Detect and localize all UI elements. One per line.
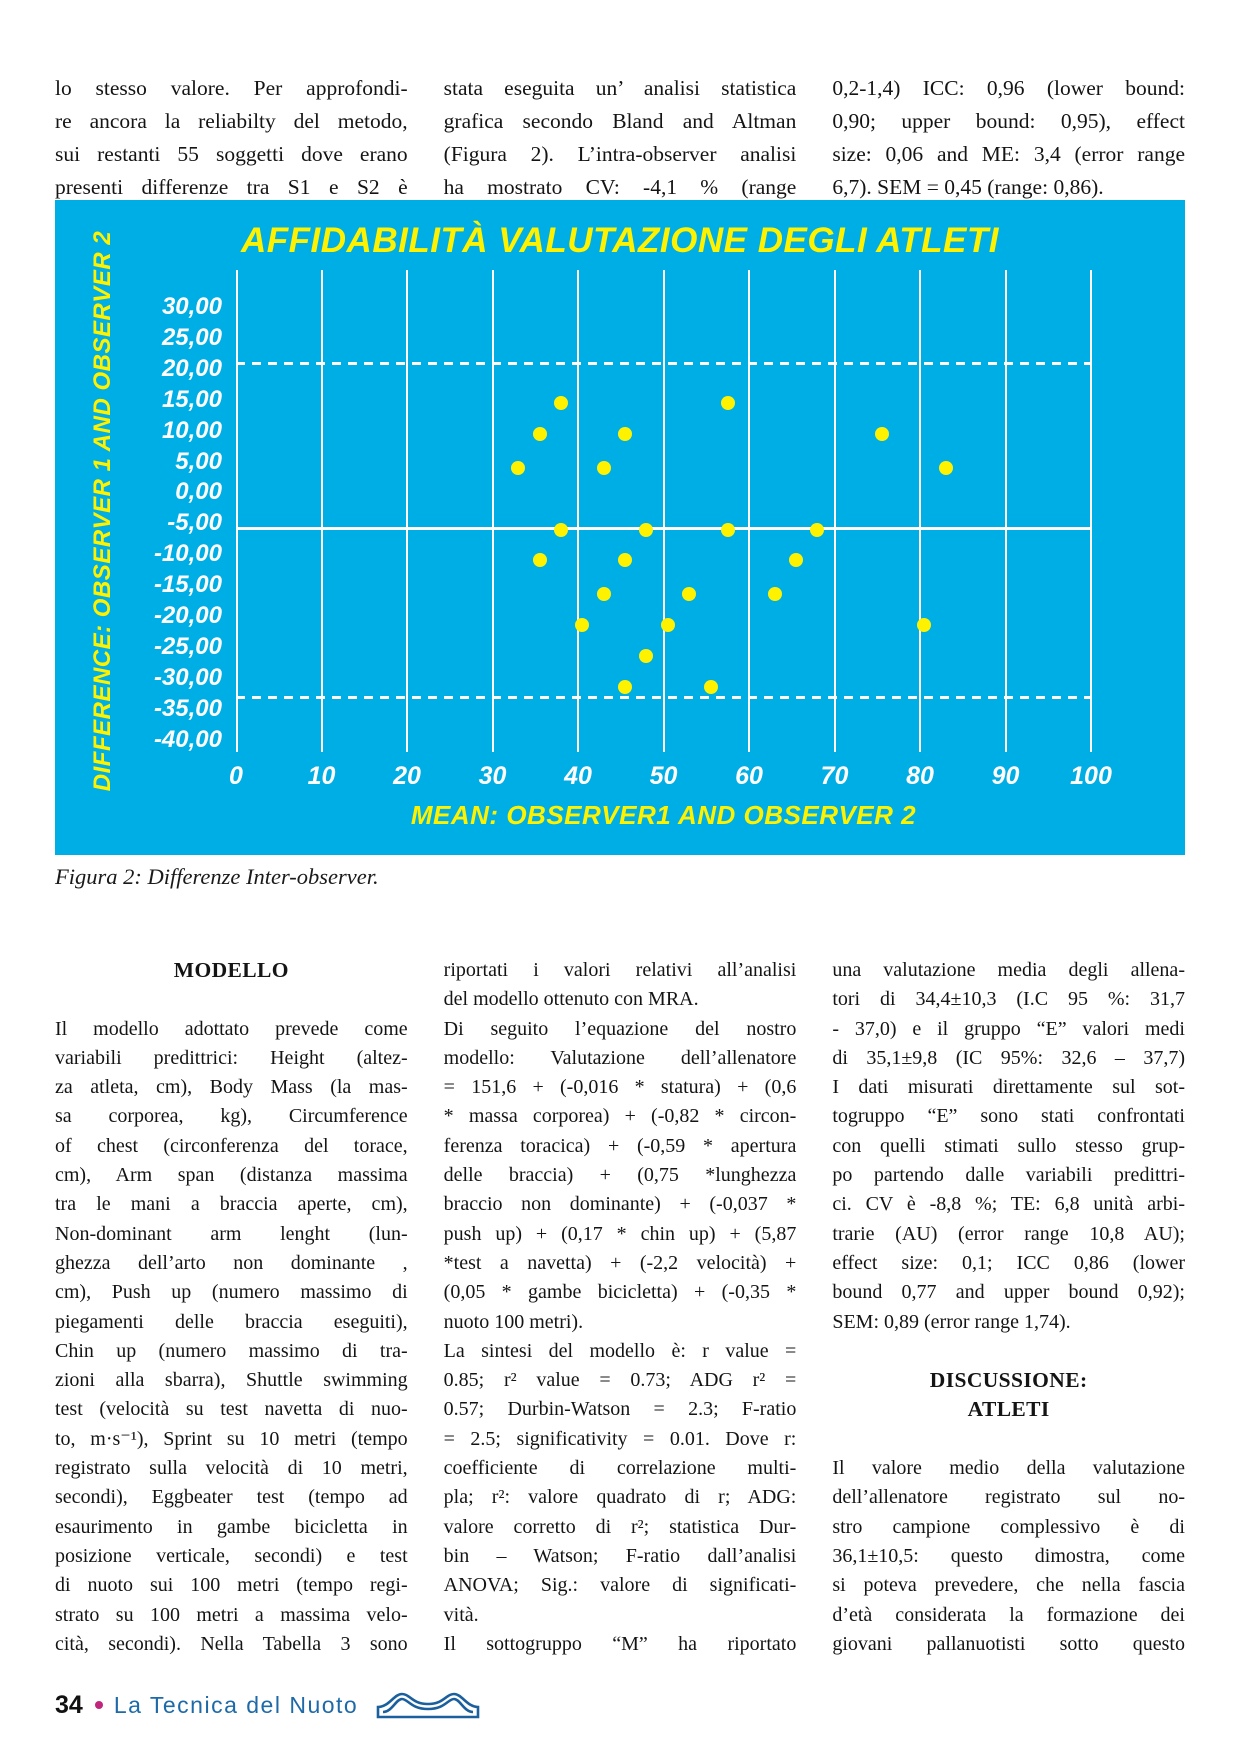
text-line: grafica secondo Bland and Altman (443, 109, 797, 133)
text-line: effect size: 0,1; ICC 0,86 (lower (832, 1251, 1185, 1274)
data-point (721, 523, 735, 537)
text-line: piegamenti delle braccia eseguiti), (55, 1310, 408, 1333)
vertical-gridline (321, 270, 323, 752)
x-tick-label: 30 (478, 762, 507, 790)
data-point (682, 587, 696, 601)
text-line: vità. (443, 1603, 479, 1626)
text-line: pla; r²: valore quadrato di r; ADG: (443, 1486, 797, 1509)
x-tick-label: 60 (735, 762, 763, 790)
data-point (533, 553, 547, 567)
text-line: sui restanti 55 soggetti dove erano (55, 142, 408, 166)
text-line: (0,05 * gambe bicicletta) + (-0,35 * (443, 1281, 797, 1304)
text-line: - 37,0) e il gruppo “E” valori medi (832, 1017, 1185, 1040)
y-tick-label: -20,00 (153, 602, 222, 630)
x-tick-label: 50 (649, 762, 678, 790)
text-line: coefficiente di correlazione multi- (443, 1457, 797, 1480)
y-tick-label: 10,00 (161, 416, 222, 444)
text-line: cità, secondi). Nella Tabella 3 sono (55, 1632, 408, 1655)
text-line: size: 0,06 and ME: 3,4 (error range (832, 142, 1185, 166)
vertical-gridline (492, 270, 494, 752)
text-line: La sintesi del modello è: r value = (443, 1339, 797, 1362)
waves-logo (374, 1688, 482, 1722)
data-point (661, 618, 675, 632)
modello-heading: MODELLO (173, 958, 289, 982)
spacer (832, 1425, 1185, 1454)
text-line: Chin up (numero massimo di tra- (55, 1339, 408, 1362)
lower-limit-line (236, 696, 1091, 699)
data-point (511, 461, 525, 475)
text-line: ci. CV è -8,8 %; TE: 6,8 unità arbi- (832, 1193, 1185, 1216)
text-line: 6,7). SEM = 0,45 (range: 0,86). (832, 175, 1104, 199)
data-point (575, 618, 589, 632)
text-line: braccio non dominante) + (-0,037 * (443, 1193, 797, 1216)
text-line: bound 0,77 and upper bound 0,92); (832, 1281, 1185, 1304)
y-axis-title: DIFFERENCE: OBSERVER 1 AND OBSERVER 2 (89, 230, 116, 792)
text-line: presenti differenze tra S1 e S2 è (55, 175, 408, 199)
text-line: ghezza dell’arto non dominante , (55, 1251, 408, 1274)
text-line: zioni alla sbarra), Shuttle swimming (55, 1369, 408, 1392)
x-tick-label: 70 (820, 762, 849, 790)
modello-paragraph (55, 1015, 408, 1660)
data-point (917, 618, 931, 632)
data-point (721, 396, 735, 410)
chart-title: AFFIDABILITÀ VALUTAZIONE DEGLI ATLETI (241, 221, 999, 260)
text-line: delle braccia) + (0,75 *lunghezza (443, 1164, 797, 1187)
page-number: 34 (55, 1690, 83, 1719)
vertical-gridline (919, 270, 921, 752)
vertical-gridline (834, 270, 836, 752)
text-line: I dati misurati direttamente sul sot- (832, 1076, 1185, 1099)
text-line: tori di 34,4±10,3 (I.C 95 %: 31,7 (832, 988, 1185, 1011)
y-tick-label: 30,00 (161, 293, 222, 321)
page-footer (55, 1688, 482, 1722)
text-line: Il valore medio della valutazione (832, 1457, 1185, 1480)
text-line: valore corretto di r²; statistica Dur- (443, 1515, 797, 1538)
data-point (618, 553, 632, 567)
x-tick-label: 40 (564, 762, 592, 790)
text-line: di 35,1±9,8 (IC 95%: 32,6 – 37,7) (832, 1046, 1185, 1069)
text-line: nuoto 100 metri). (443, 1310, 584, 1333)
text-line: 0.57; Durbin-Watson = 2.3; F-ratio (443, 1398, 797, 1421)
y-tick-label: -15,00 (153, 571, 222, 599)
text-line: po partendo dalle variabili predittri- (832, 1164, 1185, 1187)
y-tick-label: -10,00 (153, 540, 222, 568)
text-line: of chest (circonferenza del torace, (55, 1134, 408, 1157)
text-line: di nuoto sui 100 metri (tempo regi- (55, 1574, 408, 1597)
text-line: test (velocità su test navetta di nuo- (55, 1398, 408, 1421)
top-column-1 (55, 72, 408, 204)
data-point (618, 680, 632, 694)
discussione-paragraph (832, 1454, 1185, 1659)
x-tick-label: 90 (991, 762, 1020, 790)
text-line: re ancora la reliabilty del metodo, (55, 109, 408, 133)
body-column-3 (832, 956, 1185, 1659)
vertical-gridline (663, 270, 665, 752)
data-point (789, 553, 803, 567)
spacer (55, 985, 408, 1014)
y-tick-label: 20,00 (161, 354, 222, 382)
text-line: una valutazione media degli allena- (832, 959, 1185, 981)
text-line: to, m·s⁻¹), Sprint su 10 metri (tempo (55, 1427, 408, 1450)
y-tick-label: -5,00 (167, 509, 222, 537)
y-tick-label: -40,00 (153, 725, 222, 753)
results-paragraph (832, 956, 1185, 1337)
vertical-gridline (406, 270, 408, 752)
y-tick-label: -30,00 (153, 663, 222, 691)
text-line: lo stesso valore. Per approfondi- (55, 76, 408, 100)
text-line: stro campione complessivo è di (832, 1515, 1185, 1538)
text-line: bin – Watson; F-ratio dall’analisi (443, 1544, 797, 1567)
vertical-gridline (577, 270, 579, 752)
text-line: strato su 100 metri a massima velo- (55, 1603, 408, 1626)
text-line: registrato sulla velocità di 10 metri, (55, 1457, 408, 1480)
text-line: = 2.5; significativity = 0.01. Dove r: (443, 1427, 797, 1450)
text-line: togruppo “E” sono stati confrontati (832, 1105, 1185, 1128)
text-line: 0.85; r² value = 0.73; ADG r² = (443, 1369, 797, 1392)
text-line: Il modello adottato prevede come (55, 1017, 408, 1040)
x-tick-label: 100 (1070, 762, 1112, 790)
text-line: modello: Valutazione dell’allenatore (443, 1046, 797, 1069)
text-line: (Figura 2). L’intra-observer analisi (443, 142, 797, 166)
top-column-3 (832, 72, 1185, 204)
data-point (618, 427, 632, 441)
text-line: 0,2-1,4) ICC: 0,96 (lower bound: (832, 76, 1185, 100)
y-axis-line (236, 270, 238, 752)
x-tick-label: 0 (229, 762, 243, 790)
text-line: d’età considerata la formazione dei (832, 1603, 1185, 1626)
text-line: giovani pallanuotisti sotto questo (832, 1632, 1185, 1655)
body-column-2 (444, 956, 797, 1659)
text-line: *test a navetta) + (-2,2 velocità) + (443, 1251, 797, 1274)
text-line: si poteva prevedere, che nella fascia (832, 1574, 1185, 1597)
data-point (554, 523, 568, 537)
text-line: za atleta, cm), Body Mass (la mas- (55, 1076, 408, 1099)
vertical-gridline (1005, 270, 1007, 752)
footer-dot (95, 1701, 103, 1709)
text-line: Non-dominant arm lenght (lun- (55, 1222, 408, 1245)
text-line: 36,1±10,5: questo dimostra, come (832, 1544, 1185, 1567)
x-tick-label: 20 (393, 762, 421, 790)
data-point (810, 523, 824, 537)
text-line: cm), Arm span (distanza massima (55, 1164, 408, 1187)
figure-caption: Figura 2: Differenze Inter-observer. (55, 864, 379, 889)
text-line: sa corporea, kg), Circumference (55, 1105, 408, 1128)
data-point (639, 649, 653, 663)
y-tick-label: 25,00 (161, 323, 222, 351)
data-point (639, 523, 653, 537)
text-line: ANOVA; Sig.: valore di significati- (443, 1574, 797, 1597)
mean-line (236, 527, 1091, 530)
body-text-columns (55, 956, 1185, 1659)
text-line: Di seguito l’equazione del nostro (443, 1017, 797, 1040)
vertical-gridline (748, 270, 750, 752)
text-line: del modello ottenuto con MRA. (443, 988, 699, 1011)
text-line: trarie (AU) (error range 10,8 AU); (832, 1222, 1185, 1245)
bland-altman-chart (55, 200, 1185, 855)
y-tick-label: 5,00 (175, 447, 222, 475)
data-point (554, 396, 568, 410)
x-tick-label: 80 (906, 762, 934, 790)
data-point (704, 680, 718, 694)
text-line: SEM: 0,89 (error range 1,74). (832, 1310, 1071, 1333)
data-point (597, 587, 611, 601)
magazine-name: La Tecnica del Nuoto (113, 1691, 359, 1718)
top-column-2 (444, 72, 797, 204)
text-line: 0,90; upper bound: 0,95), effect (832, 109, 1185, 133)
y-tick-label: -35,00 (153, 694, 222, 722)
data-point (939, 461, 953, 475)
y-tick-label: 0,00 (175, 478, 222, 506)
text-line: posizione verticale, secondi) e test (55, 1544, 408, 1567)
text-line: esaurimento in gambe bicicletta in (55, 1515, 408, 1538)
text-line: secondi), Eggbeater test (tempo ad (55, 1486, 408, 1509)
text-line: tra le mani a braccia aperte, cm), (55, 1193, 408, 1216)
discussione-heading-line1: DISCUSSIONE: (929, 1368, 1088, 1393)
data-point (768, 587, 782, 601)
text-line: variabili predittrici: Height (altez- (55, 1046, 408, 1069)
text-line: ferenza toracica) + (-0,59 * apertura (443, 1134, 797, 1157)
body-column-1 (55, 956, 408, 1659)
text-line: con quelli stimati sullo stesso grup- (832, 1134, 1185, 1157)
text-line: = 151,6 + (-0,016 * statura) + (0,6 (443, 1076, 797, 1099)
text-line: push up) + (0,17 * chin up) + (5,87 (443, 1222, 797, 1245)
text-line: cm), Push up (numero massimo di (55, 1281, 408, 1304)
y-tick-label: 15,00 (161, 385, 222, 413)
data-point (533, 427, 547, 441)
y-tick-label: -25,00 (153, 632, 222, 660)
data-point (875, 427, 889, 441)
text-line: ha mostrato CV: -4,1 % (range (443, 175, 797, 199)
x-axis-title: MEAN: OBSERVER1 AND OBSERVER 2 (410, 800, 917, 830)
data-point (597, 461, 611, 475)
top-text-columns (55, 72, 1185, 204)
text-line: dell’allenatore registrato sul no- (832, 1486, 1185, 1509)
text-line: Il sottogruppo “M” ha riportato (443, 1632, 797, 1655)
text-line: riportati i valori relativi all’analisi (443, 959, 797, 981)
plot-area (153, 270, 1112, 830)
vertical-gridline (1090, 270, 1092, 752)
upper-limit-line (236, 362, 1091, 365)
text-line: * massa corporea) + (-0,82 * circon- (443, 1105, 797, 1128)
x-tick-label: 10 (307, 762, 336, 790)
text-line: stata eseguita un’ analisi statistica (443, 76, 797, 100)
discussione-heading-line2: ATLETI (967, 1397, 1050, 1422)
spacer (832, 1337, 1185, 1366)
